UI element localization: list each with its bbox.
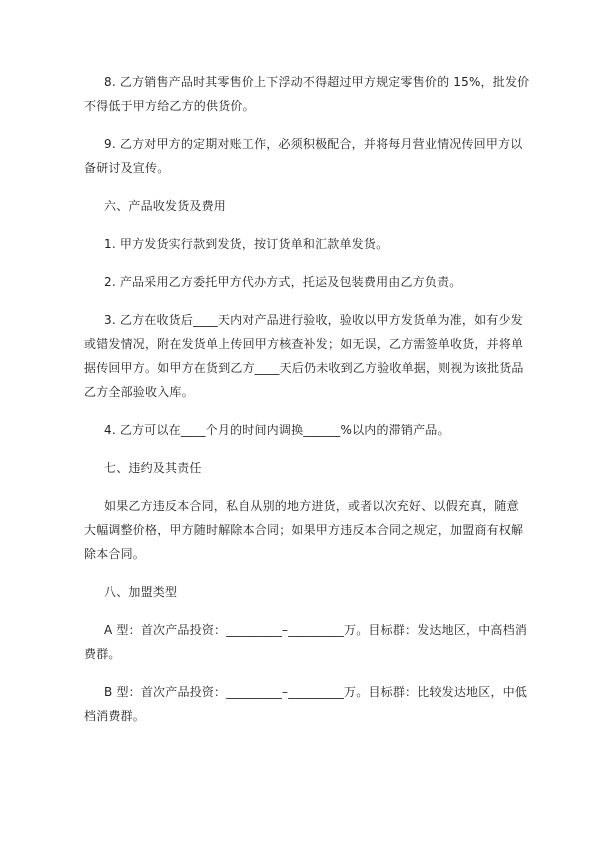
type-a-paragraph: A 型：首次产品投资：_________–_________万。目标群：发达地区，中高档消费群。 (84, 623, 528, 661)
section-6-clause-3: 3. 乙方在收货后____天内对产品进行验收，验收以甲方发货单为准，如有少发或错发情况，附在发货单上传回甲方核查补发；如无误，乙方需签单收货，并将单据传回甲方。如甲方在货到乙方____天后仍未收到乙方验收单据，则视为该批货品乙方全部验收入库。 (84, 313, 524, 399)
section-8-heading: 八、加盟类型 (104, 585, 178, 599)
section-7-paragraph: 如果乙方违反本合同，私自从别的地方进货，或者以次充好、以假充真，随意大幅调整价格，甲方随时解除本合同；如果甲方违反本合同之规定，加盟商有权解除本合同。 (84, 499, 524, 561)
section-6-clause-1: 1. 甲方发货实行款到发货，按订货单和汇款单发货。 (104, 237, 389, 251)
document-body (84, 70, 530, 742)
clause-9-paragraph: 9. 乙方对甲方的定期对账工作，必须积极配合，并将每月营业情况传回甲方以备研讨及宣传。 (84, 137, 523, 175)
clause-8-paragraph: 8. 乙方销售产品时其零售价上下浮动不得超过甲方规定零售价的 15%，批发价不得低于甲方给乙方的供货价。 (84, 75, 530, 113)
section-7-heading: 七、违约及其责任 (104, 461, 202, 475)
section-6-clause-4: 4. 乙方可以在____个月的时间内调换______%以内的滞销产品。 (104, 423, 450, 437)
type-b-paragraph: B 型：首次产品投资：_________–_________万。目标群：比较发达地区，中低档消费群。 (84, 685, 528, 723)
section-6-clause-2: 2. 产品采用乙方委托甲方代办方式，托运及包装费用由乙方负责。 (104, 275, 462, 289)
section-6-heading: 六、产品收发货及费用 (104, 199, 227, 213)
